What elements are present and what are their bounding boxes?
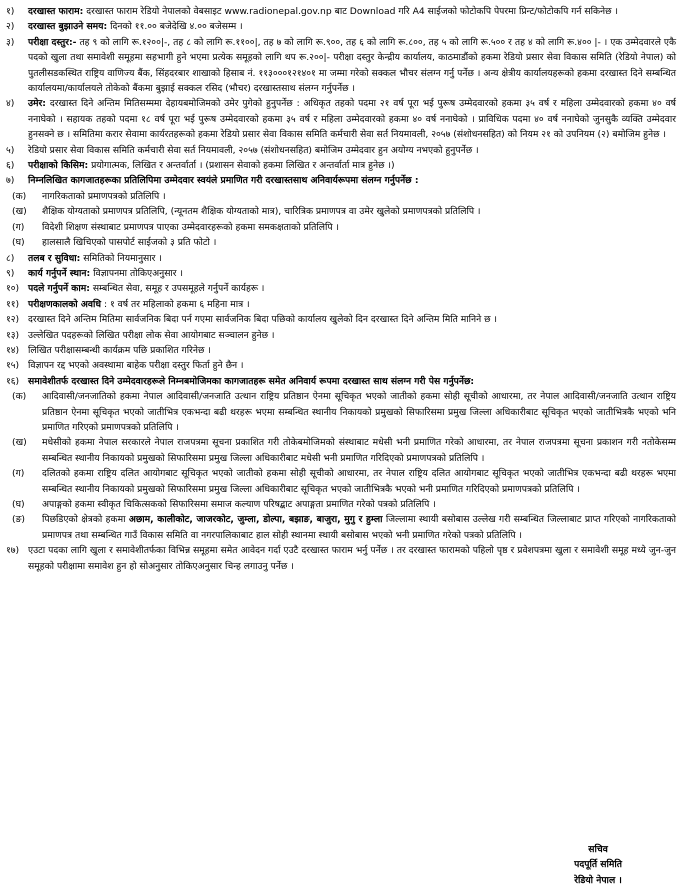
- item-label: परीक्षाको किसिम:: [28, 160, 89, 172]
- item-text: प्रयोगात्मक, लिखित र अन्तर्वार्ता । (प्रशासन सेवाको हकमा लिखित र अन्तर्वार्ता मात्र हुनेछ ।): [91, 160, 395, 172]
- sub-number: (घ): [12, 237, 25, 249]
- item-text: तह ९ को लागि रू.१२००|-, तह ८ को लागि रू.११००|, तह ७ को लागि रू.९००, तह ६ को लागि रू.८००, तह ५ को लागि रू.५०० र तह ४ को लागि रू.४०० |- । एक उम्मेदवारले एकै पदको खुला तथा समावेशी समूहमा सहभागी हुने भएमा प्रत्येक समूहको लागि थप रू.२००|- परीक्षा दस्तुर केन्द्रीय कार्यालय, काठमाडौंको हकमा रेडियो प्रसार सेवा विकास समिति (रेडियो नेपाल) को पुतलीसडकस्थित राष्ट्रिय वाणिज्य बैंक, सिंहदरबार शाखाको हिसाब नं. ११३०००१२१४०१ मा जम्मा गरेको सक्कल भौचर संलग्न गर्नु पर्नेछ । अन्य क्षेत्रीय कार्यालयहरूको हकमा दरखास्त दिने सम्बन्धित कार्यालयमा/कार्यालयले तोकेको बैंकमा बुझाई सक्कल रसिद (भौचर) दरखास्तसाथ संलग्न गर्नुपर्नेछ ।: [28, 36, 677, 95]
- item-number: १५): [6, 360, 20, 372]
- item-13: [6, 328, 676, 343]
- item-number: ८): [6, 252, 15, 264]
- sub-text: विदेशी शिक्षण संस्थाबाट प्रमाणपत्र पाएका उम्मेदवारहरूको हकमा समकक्षताको प्रतिलिपि ।: [42, 221, 339, 233]
- sub-number: (घ): [12, 499, 25, 510]
- sub-text: हालसालै खिचिएको पासपोर्ट साईजको ३ प्रति फोटो ।: [42, 237, 217, 249]
- item-text: रेडियो प्रसार सेवा विकास समिति कर्मचारी सेवा सर्त नियमावली, २०५७ (संशोधनसहित) बमोजिम उम्मेदवार हुन अयोग्य नभएको हुनुपर्नेछ ।: [28, 144, 479, 156]
- sub7-ga: [6, 220, 676, 235]
- item-number: १७): [6, 545, 20, 557]
- item-number: ६): [6, 160, 15, 172]
- item-label: पदले गर्नुपर्ने काम:: [28, 283, 90, 295]
- item-2: [6, 19, 676, 34]
- item-17: [6, 543, 676, 574]
- signature-organization: रेडियो नेपाल ।: [574, 874, 622, 886]
- item-text: दरखास्त दिने अन्तिम मितिमा सार्वजनिक बिदा पर्न गएमा सार्वजनिक बिदा पछिको कार्यालय खुलेको दिन दरखास्त दिने अन्तिम मिति मानिने छ ।: [28, 314, 497, 326]
- item-text: दरखास्त दिने अन्तिम मितिसम्ममा देहायबमोजिमको उमेर पुगेको हुनुपर्नेछ : अधिकृत तहको पदमा २१ वर्ष पूरा भई पुरूष उम्मेदवारको हकमा ३५ वर्ष र महिला उम्मेदवारको हकमा ४० वर्ष ननाघेको । सहायक तहको पदमा १८ वर्ष पूरा भई पुरूष उम्मेदवारको हकमा ३५ वर्ष र महिला उम्मेदवारको हकमा ४० वर्ष ननाघेको । प्राविधिक पदमा ४० वर्ष ननाघेको जुनसुकै व्यक्ति उम्मेदवार हुनसक्ने छ । समितिमा करार सेवामा कार्यरतहरूको हकमा रेडियो प्रसार सेवा विकास समिति कर्मचारी सेवा सर्त नियमावली, २०५७ (संशोधनसहित) को नियम २१ को उपनियम (२) बमोजिम हुनेछ ।: [28, 98, 676, 141]
- sub-text: दलितको हकमा राष्ट्रिय दलित आयोगबाट सूचिकृत भएको जातीको हकमा सोही सूचीको आधारमा, तर नेपाल राष्ट्रिय दलित आयोगबाट सूचिकृत भएको जातीभित्र एकभन्दा बढी थरहरू भएमा सम्बन्धित स्थानीय निकायको प्रमुखको सिफारिसमा प्रमुख जिल्ला अधिकारीबाट सूचिकृत भएको जातीभित्रकै भएको भनी प्रमाणित गरिदिएको प्रमाणपत्रको प्रतिलिपि ।: [42, 468, 676, 495]
- item-5: [6, 143, 676, 158]
- item-number: १३): [6, 329, 20, 341]
- item-label: परीक्षणकालको अवधि: [28, 298, 102, 310]
- item-label: तलब र सुविधा:: [28, 252, 81, 264]
- item-16: [6, 374, 676, 389]
- sub7-kha: [6, 204, 676, 219]
- item-number: ९): [6, 267, 15, 279]
- sub-number: (ग): [12, 221, 25, 233]
- sub-number: (क): [12, 190, 27, 202]
- sub16-ka: [6, 389, 676, 435]
- item-12: [6, 312, 676, 327]
- item-number: ११): [6, 298, 20, 310]
- sub-text: शैक्षिक योग्यताको प्रमाणपत्र प्रतिलिपि, (न्यूनतम शैक्षिक योग्यताको मात्र), चारित्रिक प्रमाणपत्र वा उमेर खुलेको प्रमाणपत्रको प्रतिलिपि ।: [42, 206, 481, 218]
- sub-number: (क): [12, 391, 27, 403]
- item-text: विज्ञापन रद्द भएको अवस्थामा बाहेक परीक्षा दस्तुर फिर्ता हुने छैन ।: [28, 360, 244, 372]
- item-number: ३): [6, 36, 15, 48]
- sub16-kha: [6, 435, 676, 466]
- item-label: कार्य गर्नुपर्ने स्थान:: [28, 267, 91, 279]
- item-14: [6, 343, 676, 358]
- sub-number: (ख): [12, 437, 27, 449]
- sub16-ga: [6, 466, 676, 497]
- item-3: [6, 35, 676, 97]
- signature-block: [574, 842, 622, 888]
- item-text: विज्ञापनमा तोकिएअनुसार ।: [93, 267, 183, 279]
- item-text: दिनको ११.०० बजेदेखि ४.०० बजेसम्म ।: [110, 21, 243, 33]
- sub-number: (ख): [12, 206, 27, 218]
- sub-number: (ङ): [12, 514, 26, 526]
- sub7-gha: [6, 235, 676, 250]
- item-text: एउटा पदका लागि खुला र समावेशीतर्फका विभिन्न समूहमा समेत आवेदन गर्दा एउटै दरखास्त फाराम भर्नु पर्नेछ । तर दरखास्त फारामको पहिलो पृष्ठ र प्रवेशपत्रमा खुला र समावेशी समूह मध्ये जुन-जुन समूहको परीक्षामा समावेश हुन हो सोअनुसार तोकिएअनुसार चिन्ह लगाउनु पर्नेछ ।: [28, 545, 676, 572]
- item-number: ४): [6, 98, 15, 110]
- item-4: [6, 96, 676, 142]
- item-number: १६): [6, 375, 20, 387]
- item-label: समावेशीतर्फ दरखास्त दिने उम्मेदवारहरूले निम्नबमोजिमका कागजातहरू समेत अनिवार्य रूपमा दरखास्त साथ संलग्न गरी पेस गर्नुपर्नेछ:: [28, 375, 475, 387]
- sub16-gha: [6, 497, 676, 512]
- item-6: [6, 158, 676, 173]
- item-7: [6, 173, 676, 188]
- item-label: उमेर:: [28, 98, 46, 110]
- sub-text: नागरिकताको प्रमाणपत्रको प्रतिलिपि ।: [42, 190, 166, 202]
- item-label: दरखास्त बुझाउने समय:: [28, 21, 108, 33]
- sub-text: जिल्लामा स्थायी बसोबास उल्लेख गरी सम्बन्धित जिल्लाबाट प्राप्त गरिएको नागरिकताको प्रमाणपत्र तथा सम्बन्धित गाउँ विकास समिति वा नगरपालिकाबाट हाल सोही स्थानमा स्थायी बसोबास भएको भनी प्रमाणित गरेको पत्रको प्रतिलिपि ।: [42, 514, 676, 541]
- sub16-nga: [6, 512, 676, 543]
- item-number: १): [6, 6, 15, 17]
- sub-text: आदिवासी/जनजातिको हकमा नेपाल आदिवासी/जनजाति उत्थान राष्ट्रिय प्रतिष्ठान ऐनमा सूचिकृत भएको जातीको हकमा सोही सूचीको आधारमा, तर नेपाल आदिवासी/जनजाति उत्थान राष्ट्रिय प्रतिष्ठान ऐनमा सूचिकृत भएको जातीभित्र एकभन्दा बढी थरहरू भएमा सम्बन्धित स्थानीय निकायको प्रमुखको सिफारिसमा प्रमुख जिल्ला अधिकारीबाट सूचिकृत भएको जातीभित्रकै भएको भनि प्रमाणित गरिएको प्रमाणपत्रको प्रतिलिपि ।: [42, 391, 676, 433]
- sub-text: अपाङ्गको हकमा स्वीकृत चिकित्सकको सिफारिसमा समाज कल्याण परिषद्बाट अपाङ्गता प्रमाणित गरेको पत्रको प्रतिलिपि ।: [42, 499, 436, 510]
- item-number: १२): [6, 314, 20, 326]
- signature-committee: पदपूर्ति समिति: [574, 859, 622, 871]
- signature-title: सचिव: [588, 843, 608, 855]
- item-15: [6, 358, 676, 373]
- item-text: सम्बन्धित सेवा, समूह र उपसमूहले गर्नुपर्ने कार्यहरू ।: [92, 283, 265, 295]
- item-text: : १ वर्ष तर महिलाको हकमा ६ महिना मात्र ।: [103, 298, 250, 310]
- item-9: [6, 266, 676, 281]
- item-number: १०): [6, 283, 20, 295]
- item-text: उल्लेखित पदहरूको लिखित परीक्षा लोक सेवा आयोगबाट सञ्चालन हुनेछ ।: [28, 329, 275, 341]
- item-8: [6, 251, 676, 266]
- item-number: ७): [6, 175, 15, 187]
- sub7-ka: [6, 189, 676, 204]
- item-number: ५): [6, 144, 15, 156]
- sub-text: मधेसीको हकमा नेपाल सरकारले नेपाल राजपत्रमा सूचना प्रकाशित गरी तोकेबमोजिमको संस्थाबाट मधेसी भनी प्रमाणित गरेको आधारमा, तर नेपाल राजपत्रमा सूचना प्रकाशन गरी नतोकेसम्म सम्बन्धित स्थानीय निकायको प्रमुखको सिफारिसमा प्रमुख जिल्ला अधिकारीबाट मधेसी भनी प्रमाणित गरिदिएको प्रमाणपत्रको प्रतिलिपि ।: [42, 437, 676, 464]
- item-10: [6, 281, 676, 296]
- item-11: [6, 297, 676, 312]
- item-number: १४): [6, 344, 20, 356]
- item-label: निम्नलिखित कागजातहरूका प्रतिलिपिमा उम्मेदवार स्वयंले प्रमाणित गरी दरखास्तसाथ अनिवार्यरूपमा संलग्न गर्नुपर्नेछ :: [28, 175, 419, 187]
- item-label: दरखास्त फाराम:: [28, 6, 84, 17]
- sub-text: पिछडिएको क्षेत्रको हकमा: [42, 514, 129, 526]
- item-label: परीक्षा दस्तुर:-: [28, 36, 77, 48]
- item-text: दरखास्त फाराम रेडियो नेपालको वेबसाइट www.radionepal.gov.np बाट Download गरि A4 साईजको फोटोकपि पेपरमा प्रिन्ट/फोटोकपि गर्न सकिनेछ ।: [86, 6, 618, 17]
- item-1: [6, 4, 676, 19]
- district-list: अछाम, कालीकोट, जाजरकोट, जुम्ला, डोल्पा, बझाङ, बाजुरा, मुगु र हुम्ला: [128, 514, 383, 526]
- item-text: लिखित परीक्षासम्बन्धी कार्यक्रम पछि प्रकाशित गरिनेछ ।: [28, 344, 211, 356]
- item-text: समितिको नियमानुसार ।: [83, 252, 162, 264]
- item-number: २): [6, 21, 15, 33]
- sub-number: (ग): [12, 468, 25, 480]
